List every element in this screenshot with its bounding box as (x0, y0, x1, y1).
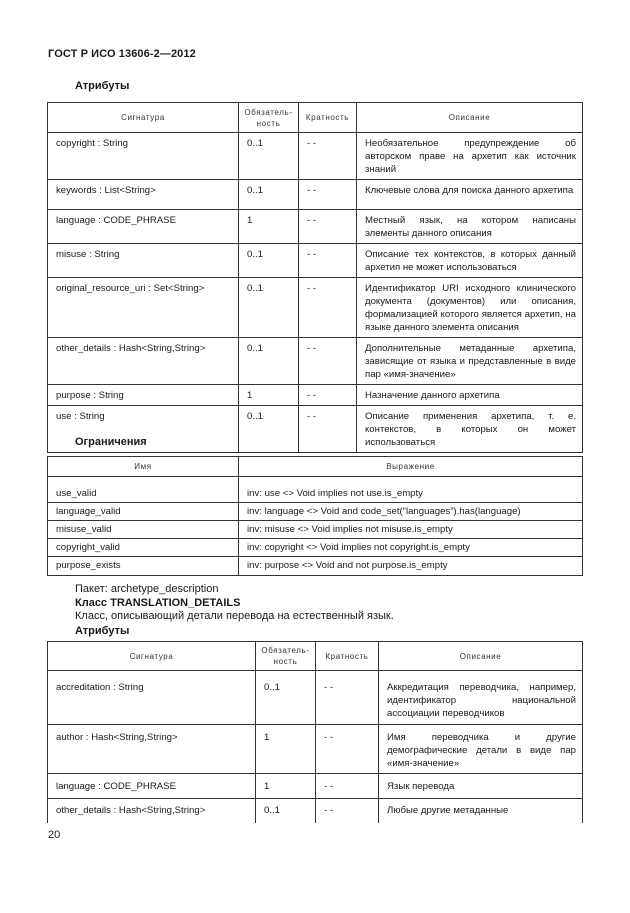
table-row (48, 799, 583, 823)
attributes-heading: Атрибуты (75, 80, 130, 92)
constraint-name-cell: use_valid (48, 485, 239, 503)
table-row (48, 485, 583, 503)
mandatory-cell: 0..1 (256, 799, 316, 823)
mandatory-cell: 1 (256, 725, 316, 774)
document-header: ГОСТ Р ИСО 13606-2—2012 (48, 48, 196, 60)
constraint-expression-cell: inv: use <> Void implies not use.is_empty (239, 485, 583, 503)
table-row (48, 133, 583, 180)
constraint-name-cell: language_valid (48, 503, 239, 521)
mandatory-cell: 1 (256, 774, 316, 799)
column-header: Описание (379, 642, 583, 671)
description-cell: Дополнительные метаданные архетипа, зависящие от языка и представленные в виде пар «имя-значение» (357, 338, 583, 385)
description-cell: Любые другие метаданные (379, 799, 583, 823)
table-row (48, 521, 583, 539)
column-header: Сигнатура (48, 642, 256, 671)
signature-cell: language : CODE_PHRASE (48, 774, 256, 799)
signature-cell: use : String (48, 406, 239, 453)
signature-cell: other_details : Hash<String,String> (48, 799, 256, 823)
attributes-table (47, 102, 583, 453)
table-header-row (48, 642, 583, 671)
table-row (48, 278, 583, 338)
description-cell: Описание тех контекстов, в которых данный архетип не может использоваться (357, 244, 583, 278)
multiplicity-cell: - - (299, 210, 357, 244)
description-cell: Имя переводчика и другие демографические детали в виде пар «имя-значение» (379, 725, 583, 774)
table-row (48, 385, 583, 406)
multiplicity-cell: - - (299, 338, 357, 385)
constraint-expression-cell: inv: misuse <> Void implies not misuse.is_empty (239, 521, 583, 539)
multiplicity-cell: - - (316, 671, 379, 725)
description-cell: Ключевые слова для поиска данного архетипа (357, 180, 583, 210)
column-header: Выражение (239, 457, 583, 477)
mandatory-cell: 0..1 (239, 338, 299, 385)
table-row (48, 338, 583, 385)
signature-cell: copyright : String (48, 133, 239, 180)
description-cell: Идентификатор URI исходного клинического документа (документов) или описания, формализацией которого является архетип, на языке данного элемента описания (357, 278, 583, 338)
constraint-name-cell: copyright_valid (48, 539, 239, 557)
column-header: Описание (357, 103, 583, 133)
table-header-row (48, 103, 583, 133)
table-row (48, 180, 583, 210)
description-cell: Местный язык, на котором написаны элементы данного описания (357, 210, 583, 244)
mandatory-cell: 1 (239, 385, 299, 406)
mandatory-cell: 1 (239, 210, 299, 244)
signature-cell: keywords : List<String> (48, 180, 239, 210)
description-cell: Описание применения архетипа, т. е. контекстов, в которых он может использоваться (357, 406, 583, 453)
mandatory-cell: 0..1 (239, 406, 299, 453)
class-heading: Класс TRANSLATION_DETAILS (75, 597, 241, 609)
table-row (48, 671, 583, 725)
signature-cell: original_resource_uri : Set<String> (48, 278, 239, 338)
multiplicity-cell: - - (316, 725, 379, 774)
multiplicity-cell: - - (299, 133, 357, 180)
class-description: Класс, описывающий детали перевода на естественный язык. (75, 610, 394, 622)
table-row (48, 210, 583, 244)
signature-cell: misuse : String (48, 244, 239, 278)
translation-attributes-table (47, 641, 583, 823)
column-header: Кратность (316, 642, 379, 671)
package-text: Пакет: archetype_description (75, 583, 219, 595)
column-header: Сигнатура (48, 103, 239, 133)
attributes-heading-2: Атрибуты (75, 625, 130, 637)
mandatory-cell: 0..1 (239, 133, 299, 180)
description-cell: Необязательное предупреждение об авторском праве на архетип как источник знаний (357, 133, 583, 180)
constraint-expression-cell: inv: language <> Void and code_set(“languages”).has(language) (239, 503, 583, 521)
mandatory-cell: 0..1 (239, 244, 299, 278)
signature-cell: other_details : Hash<String,String> (48, 338, 239, 385)
signature-cell: language : CODE_PHRASE (48, 210, 239, 244)
multiplicity-cell: - - (316, 799, 379, 823)
multiplicity-cell: - - (299, 385, 357, 406)
multiplicity-cell: - - (299, 180, 357, 210)
multiplicity-cell: - - (299, 244, 357, 278)
table-row (48, 557, 583, 576)
constraint-expression-cell: inv: purpose <> Void and not purpose.is_empty (239, 557, 583, 576)
page-number: 20 (48, 829, 61, 841)
constraint-name-cell: misuse_valid (48, 521, 239, 539)
table-row (48, 503, 583, 521)
signature-cell: accreditation : String (48, 671, 256, 725)
description-cell: Назначение данного архетипа (357, 385, 583, 406)
column-header: Обязатель-ность (239, 103, 299, 133)
column-header: Имя (48, 457, 239, 477)
table-row (48, 774, 583, 799)
constraints-table (47, 456, 583, 576)
table-row (48, 725, 583, 774)
mandatory-cell: 0..1 (239, 278, 299, 338)
multiplicity-cell: - - (316, 774, 379, 799)
description-cell: Аккредитация переводчика, например, идентификатор национальной ассоциации переводчиков (379, 671, 583, 725)
mandatory-cell: 0..1 (256, 671, 316, 725)
table-header-row (48, 457, 583, 477)
constraints-heading: Ограничения (75, 436, 147, 448)
column-header: Обязатель-ность (256, 642, 316, 671)
spacer-row (48, 477, 583, 485)
constraint-expression-cell: inv: copyright <> Void implies not copyright.is_empty (239, 539, 583, 557)
table-row (48, 539, 583, 557)
mandatory-cell: 0..1 (239, 180, 299, 210)
multiplicity-cell: - - (299, 278, 357, 338)
description-cell: Язык перевода (379, 774, 583, 799)
multiplicity-cell: - - (299, 406, 357, 453)
column-header: Кратность (299, 103, 357, 133)
table-row (48, 244, 583, 278)
signature-cell: author : Hash<String,String> (48, 725, 256, 774)
signature-cell: purpose : String (48, 385, 239, 406)
constraint-name-cell: purpose_exists (48, 557, 239, 576)
